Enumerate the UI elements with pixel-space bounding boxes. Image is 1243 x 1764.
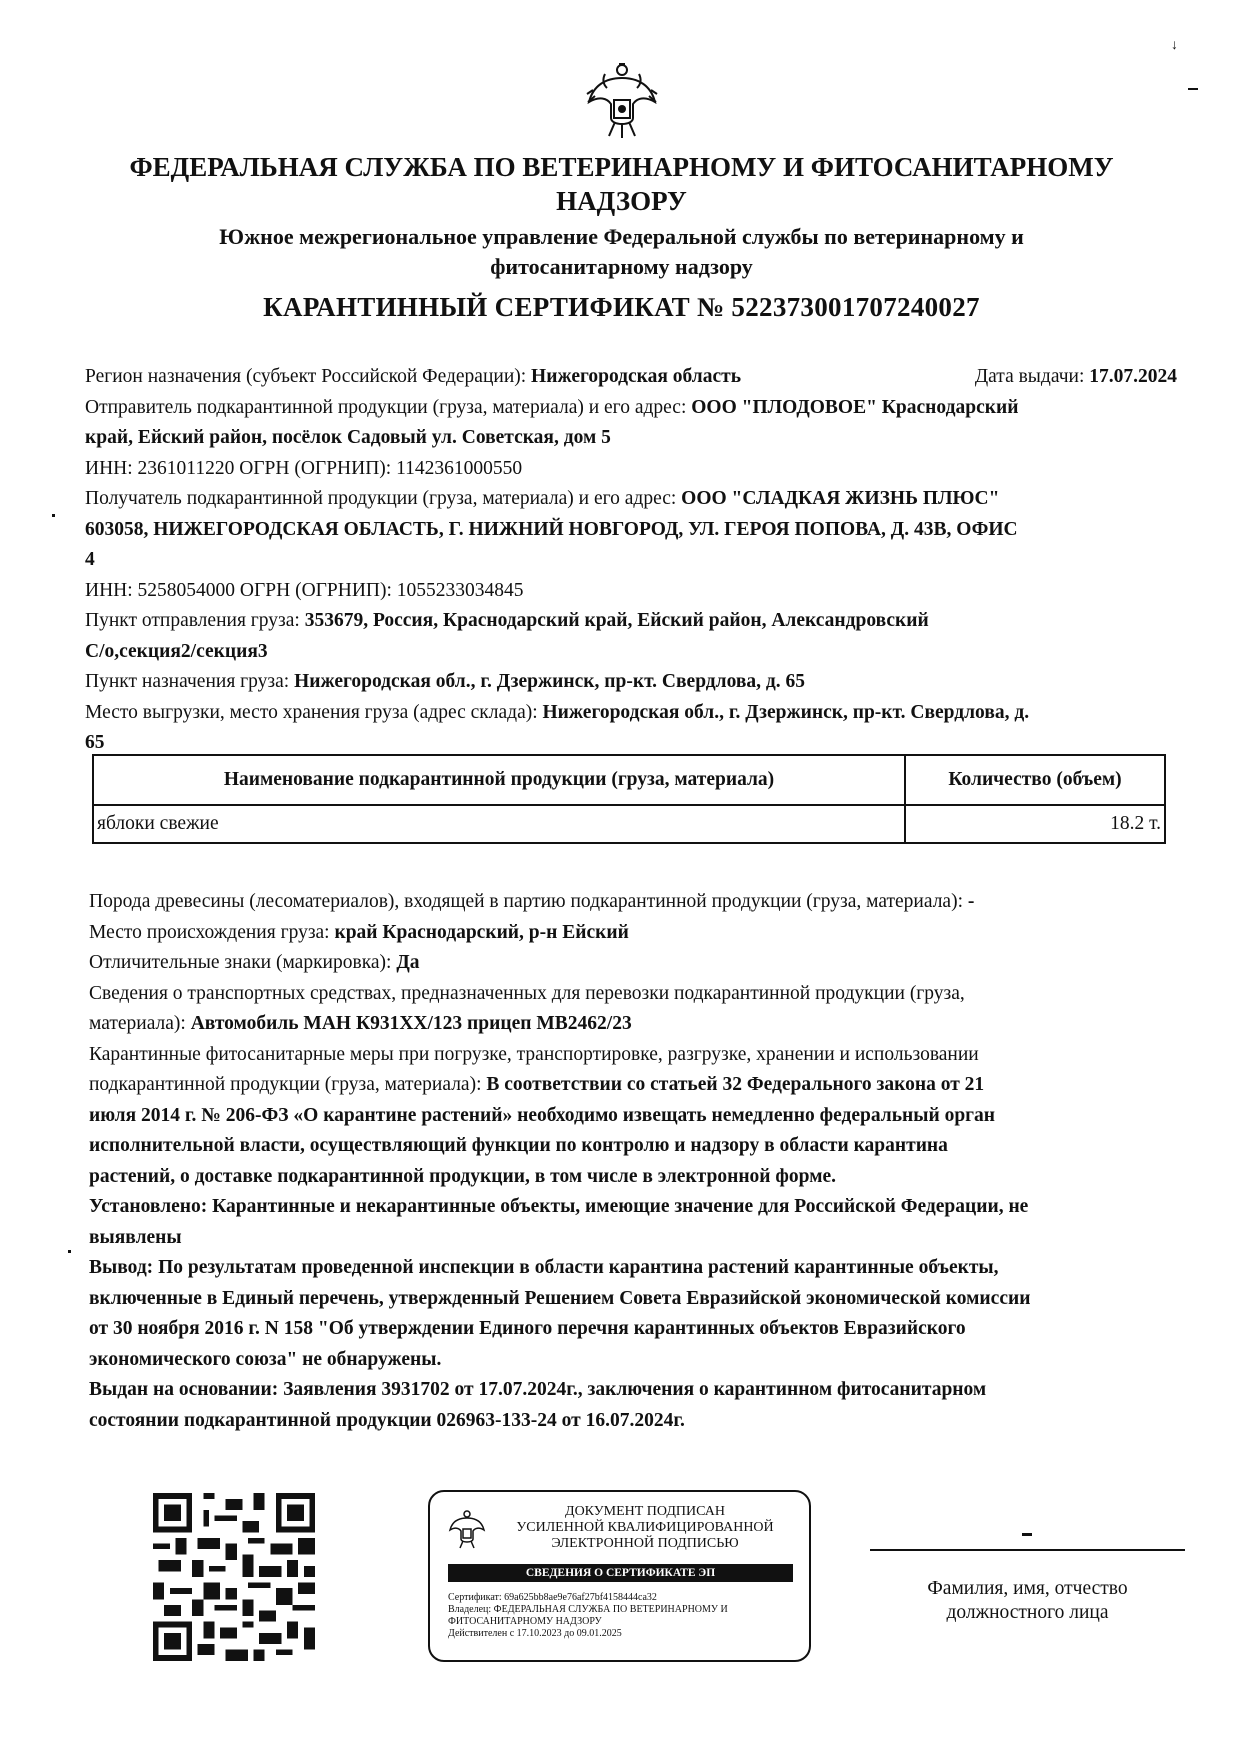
stamp-info: Сертификат: 69a625bb8ae9e76af27bf4158444ca32 Владелец: ФЕДЕРАЛЬНАЯ СЛУЖБА ПО ВЕТЕРИНАРНОМУ И ФИТОСАНИТАРНОМУ НАДЗОРУ Действителен с 17.10.2023 до 09.01.2025 bbox=[448, 1592, 728, 1639]
stamp-bar: СВЕДЕНИЯ О СЕРТИФИКАТЕ ЭП bbox=[448, 1564, 793, 1582]
coat-of-arms-icon bbox=[585, 60, 659, 140]
scan-mark bbox=[52, 514, 55, 517]
basis-row: Выдан на основании: Заявления 3931702 от 17.07.2024г., заключения о карантинном фитосанитарном состоянии подкарантинной продукции 026963-133-24 от 16.07.2024г. bbox=[89, 1379, 987, 1431]
product-table-header bbox=[93, 755, 1165, 805]
measures-row: Карантинные фитосанитарные меры при погрузке, транспортировке, разгрузке, хранении и использовании подкарантинной продукции (груза, материала): В соответствии со статьей 32 Федерального закона от 21 июля 2014 г. № 206-ФЗ «О карантине растений» необходимо извещать немедленно федеральный орган исполнительной власти, осуществляющий функции по контролю и надзору в области карантина растений, о доставке подкарантинной продукции, в том числе в электронной форме. bbox=[89, 1043, 996, 1187]
scan-mark bbox=[68, 1250, 71, 1253]
destination-row: Пункт назначения груза: Нижегородская обл., г. Дзержинск, пр-кт. Свердлова, д. 65 bbox=[85, 671, 806, 692]
recipient-row: Получатель подкарантинной продукции (груза, материала) и его адрес: ООО "СЛАДКАЯ ЖИЗНЬ ПЛЮС" 603058, НИЖЕГОРОДСКАЯ ОБЛАСТЬ, Г. НИЖНИЙ НОВГОРОД, УЛ. ГЕРОЯ ПОПОВА, Д. 43В, ОФИС 4 bbox=[85, 488, 1018, 570]
product-qty-cell: 18.2 т. bbox=[905, 805, 1165, 843]
agency-title: ФЕДЕРАЛЬНАЯ СЛУЖБА ПО ВЕТЕРИНАРНОМУ И ФИТОСАНИТАРНОМУ НАДЗОРУ bbox=[129, 152, 1114, 216]
origin-row: Место происхождения груза: край Краснодарский, р-н Ейский bbox=[89, 921, 629, 943]
col-product-name: Наименование подкарантинной продукции (груза, материала) bbox=[93, 755, 905, 805]
sender-row: Отправитель подкарантинной продукции (груза, материала) и его адрес: ООО "ПЛОДОВОЕ" Краснодарский край, Ейский район, посёлок Садовый ул. Советская, дом 5 bbox=[85, 396, 1019, 448]
signature-dash bbox=[1022, 1533, 1032, 1536]
stamp-heading: ДОКУМЕНТ ПОДПИСАН УСИЛЕННОЙ КВАЛИФИЦИРОВАННОЙ ЭЛЕКТРОННОЙ ПОДПИСЬЮ bbox=[516, 1504, 774, 1551]
col-quantity: Количество (объем) bbox=[905, 755, 1165, 805]
marking-row: Отличительные знаки (маркировка): Да bbox=[89, 952, 420, 973]
sender-inn: ИНН: 2361011220 ОГРН (ОГРНИП): 1142361000550 bbox=[85, 457, 523, 479]
certificate-details bbox=[89, 887, 1177, 1436]
wood-row: Порода древесины (лесоматериалов), входящей в партию подкарантинной продукции (груза, материала): - bbox=[89, 891, 975, 912]
certificate-title: КАРАНТИННЫЙ СЕРТИФИКАТ № 5223730017072400​27 bbox=[263, 292, 980, 322]
region-row: Регион назначения (субъект Российской Федерации): Нижегородская область Дата выдачи: 17.07.2024 bbox=[85, 362, 1177, 393]
unloading-row: Место выгрузки, место хранения груза (адрес склада): Нижегородская обл., г. Дзержинск, пр-кт. Свердлова, д. 65 bbox=[85, 701, 1030, 753]
issue-date: Дата выдачи: 17.07.2024 bbox=[974, 366, 1177, 387]
signature-line bbox=[870, 1549, 1185, 1551]
product-table bbox=[92, 754, 1166, 844]
established-row: Установлено: Карантинные и некарантинные объекты, имеющие значение для Российской Федерации, не выявлены bbox=[89, 1196, 1029, 1248]
coat-of-arms-icon bbox=[448, 1508, 486, 1550]
qr-code-icon bbox=[153, 1493, 315, 1661]
scan-mark bbox=[1188, 88, 1198, 90]
product-name-cell: яблоки свежие bbox=[93, 805, 905, 843]
recipient-inn: ИНН: 5258054000 ОГРН (ОГРНИП): 1055233034845 bbox=[85, 579, 524, 601]
departure-row: Пункт отправления груза: 353679, Россия, Краснодарский край, Ейский район, Александровский С/о,секция2/секция3 bbox=[85, 610, 929, 662]
certificate-fields bbox=[85, 362, 1177, 759]
signature-caption: Фамилия, имя, отчество должностного лица bbox=[927, 1578, 1128, 1623]
scan-mark: ↓ bbox=[1171, 38, 1178, 53]
department-title: Южное межрегиональное управление Федеральной службы по ветеринарному и фитосанитарному надзору bbox=[219, 224, 1024, 279]
conclusion-row: Вывод: По результатам проведенной инспекции в области карантина растений карантинные объекты, включенные в Единый перечень, утвержденный Решением Совета Евразийской экономической комиссии от 30 ноября 2016 г. N 158 "Об утверждении Единого перечня карантинных объектов Евразийского экономического союза" не обнаружены. bbox=[89, 1257, 1031, 1370]
transport-row: Сведения о транспортных средствах, предназначенных для перевозки подкарантинной продукции (груза, материала): Автомобиль МАН К931ХХ/123 прицеп МВ2462/23 bbox=[89, 982, 965, 1034]
electronic-signature-stamp bbox=[428, 1490, 811, 1662]
table-row bbox=[93, 805, 1165, 843]
